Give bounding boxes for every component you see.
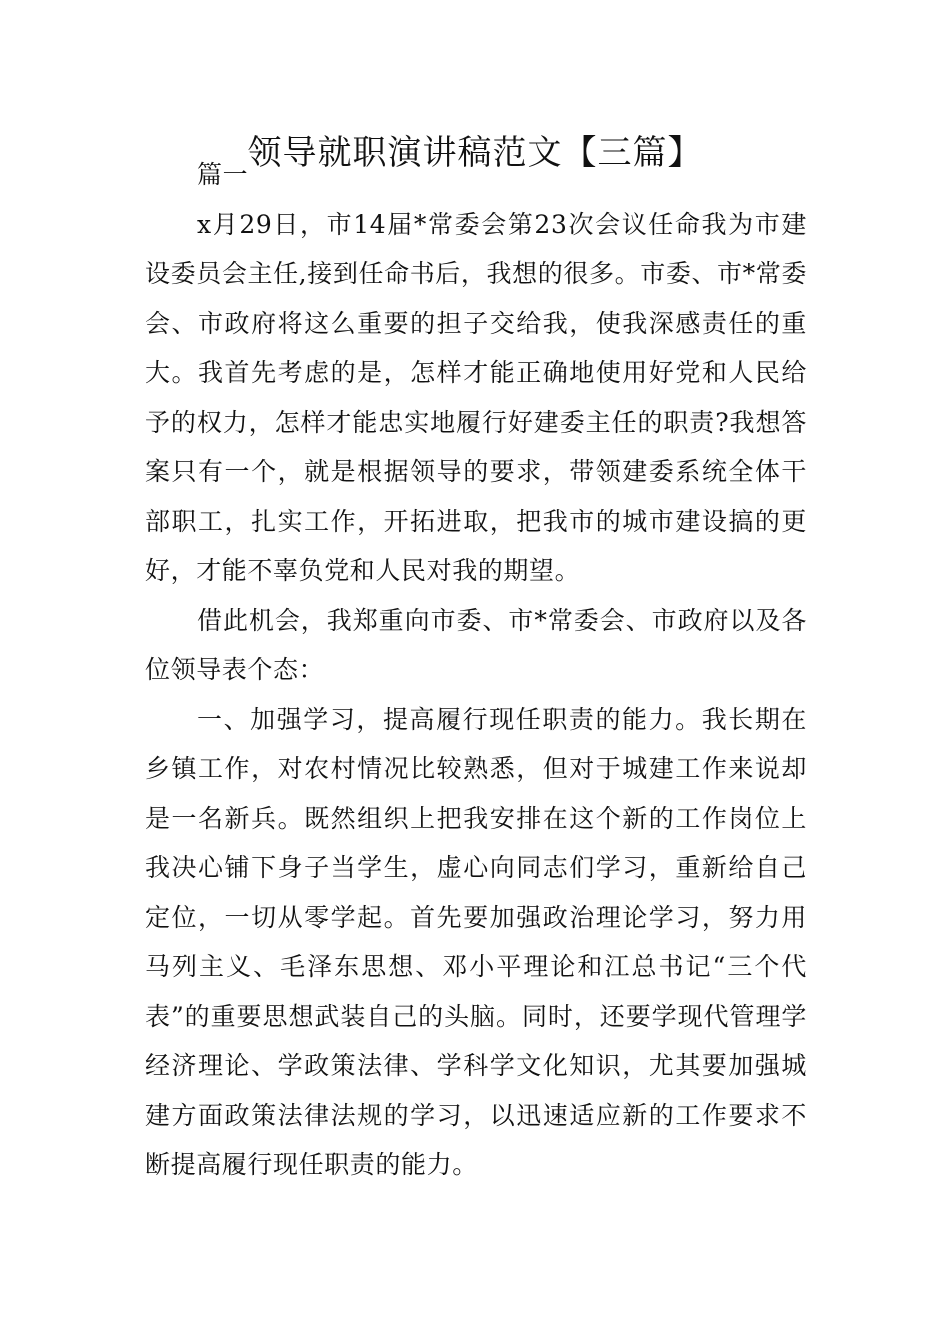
paragraph-appointment: x月29日，市14届*常委会第23次会议任命我为市建设委员会主任,接到任命书后，我想的很多。市委、市*常委会、市政府将这么重要的担子交给我，使我深感责任的重大。我首先考虑的是，怎样才能正确地使用好党和人民给予的权力，怎样才能忠实地履行好建委主任的职责?我想答案只有一个，就是根据领导的要求，带领建委系统全体干部职工，扎实工作，开拓进取，把我市的城市建设搞的更好，才能不辜负党和人民对我的期望。 <box>145 209 807 585</box>
document-body <box>145 150 807 1190</box>
document-title: 领导就职演讲稿范文【三篇】 <box>247 133 703 173</box>
paragraph-point-one: 一、加强学习，提高履行现任职责的能力。我长期在乡镇工作，对农村情况比较熟悉，但对于城建工作来说却是一名新兵。既然组织上把我安排在这个新的工作岗位上我决心铺下身子当学生，虚心向同志们学习，重新给自己定位，一切从零学起。首先要加强政治理论学习，努力用马列主义、毛泽东思想、邓小平理论和江总书记“三个代表”的重要思想武装自己的头脑。同时，还要学现代管理学经济理论、学政策法律、学科学文化知识，尤其要加强城建方面政策法律法规的学习，以迅速适应新的工作要求不断提高履行现任职责的能力。 <box>145 704 807 1179</box>
section-label: 篇一 <box>197 160 249 189</box>
paragraph-statement-intro: 借此机会，我郑重向市委、市*常委会、市政府以及各位领导表个态： <box>145 605 807 684</box>
